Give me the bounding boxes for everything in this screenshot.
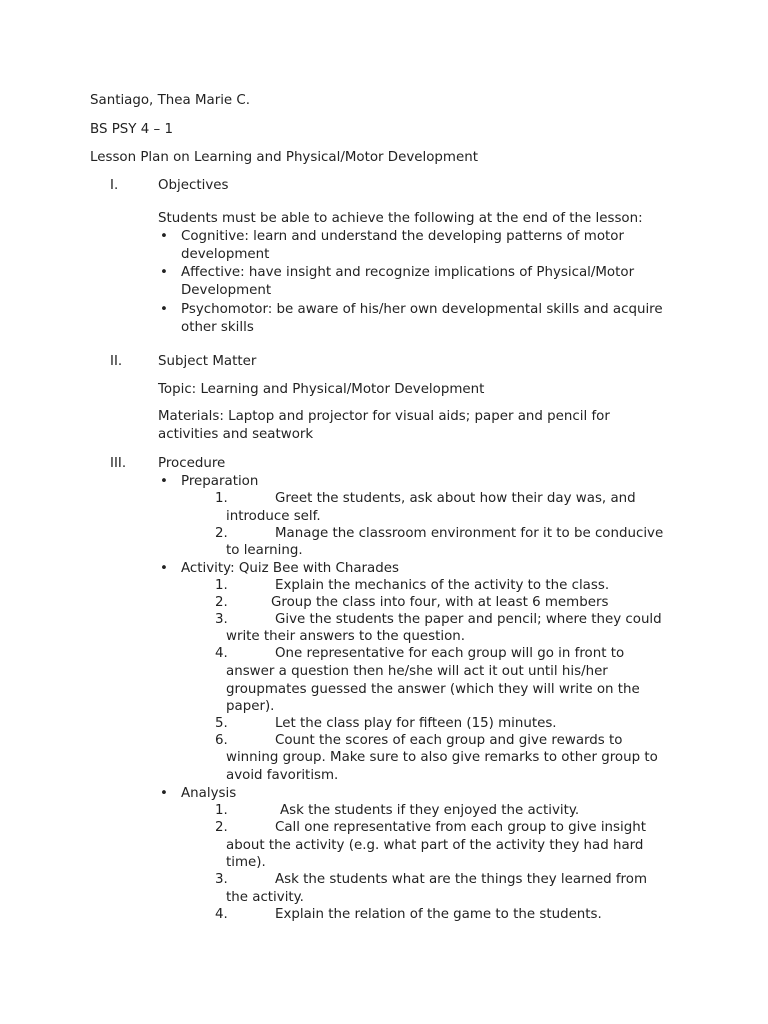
step-text: Explain the mechanics of the activity to the class. [275, 578, 610, 593]
materials-text: activities and seatwork [158, 427, 314, 442]
objective-text: Cognitive: learn and understand the developing patterns of motor [181, 229, 624, 244]
step-text: Count the scores of each group and give rewards to [275, 733, 623, 748]
step-text: winning group. Make sure to also give remarks to other group to [226, 750, 658, 765]
bullet-icon: • [160, 265, 168, 280]
step-text: paper). [226, 699, 275, 714]
course-section: BS PSY 4 – 1 [90, 122, 173, 137]
step-number: 1. [215, 578, 228, 593]
section-title: Objectives [158, 178, 229, 193]
step-text: Call one representative from each group to give insight [275, 820, 646, 835]
bullet-icon: • [160, 561, 168, 576]
step-text: answer a question then he/she will act it out until his/her [226, 664, 608, 679]
step-text: Ask the students if they enjoyed the activity. [280, 803, 580, 818]
procedure-group-label: Activity: Quiz Bee with Charades [181, 561, 399, 576]
step-text: the activity. [226, 890, 304, 905]
step-text: Ask the students what are the things they learned from [275, 872, 648, 887]
step-text: about the activity (e.g. what part of the activity they had hard [226, 838, 644, 853]
section-title: Subject Matter [158, 354, 257, 369]
procedure-group-label: Preparation [181, 474, 259, 489]
document-title: Lesson Plan on Learning and Physical/Motor Development [90, 150, 478, 165]
step-text: avoid favoritism. [226, 768, 339, 783]
step-text: Let the class play for fifteen (15) minutes. [275, 716, 557, 731]
step-text: groupmates guessed the answer (which they will write on the [226, 682, 640, 697]
objective-text: development [181, 247, 270, 262]
section-numeral: I. [110, 178, 119, 193]
topic-text: Topic: Learning and Physical/Motor Development [158, 382, 485, 397]
section-numeral: II. [110, 354, 123, 369]
section-numeral: III. [110, 456, 127, 471]
step-number: 3. [215, 612, 228, 627]
step-number: 5. [215, 716, 228, 731]
section-title: Procedure [158, 456, 226, 471]
bullet-icon: • [160, 786, 168, 801]
step-text: write their answers to the question. [226, 629, 466, 644]
step-text: to learning. [226, 543, 303, 558]
materials-text: Materials: Laptop and projector for visual aids; paper and pencil for [158, 409, 610, 424]
step-number: 2. [215, 595, 228, 610]
step-number: 6. [215, 733, 228, 748]
step-number: 1. [215, 491, 228, 506]
step-text: Greet the students, ask about how their day was, and [275, 491, 636, 506]
step-text: One representative for each group will go in front to [275, 646, 625, 661]
objective-text: Development [181, 283, 272, 298]
step-text: Give the students the paper and pencil; where they could [275, 612, 662, 627]
bullet-icon: • [160, 302, 168, 317]
step-number: 2. [215, 526, 228, 541]
step-text: Group the class into four, with at least 6 members [271, 595, 609, 610]
objectives-intro: Students must be able to achieve the following at the end of the lesson: [158, 211, 643, 226]
objective-text: Psychomotor: be aware of his/her own developmental skills and acquire [181, 302, 663, 317]
objective-text: Affective: have insight and recognize implications of Physical/Motor [181, 265, 635, 280]
objective-text: other skills [181, 320, 254, 335]
step-text: Explain the relation of the game to the students. [275, 907, 602, 922]
step-number: 4. [215, 646, 228, 661]
bullet-icon: • [160, 474, 168, 489]
step-number: 1. [215, 803, 228, 818]
step-text: Manage the classroom environment for it to be conducive [275, 526, 664, 541]
procedure-group-label: Analysis [181, 786, 237, 801]
step-text: time). [226, 855, 266, 870]
step-number: 4. [215, 907, 228, 922]
step-number: 2. [215, 820, 228, 835]
step-text: introduce self. [226, 509, 321, 524]
student-name: Santiago, Thea Marie C. [90, 93, 251, 108]
bullet-icon: • [160, 229, 168, 244]
step-number: 3. [215, 872, 228, 887]
